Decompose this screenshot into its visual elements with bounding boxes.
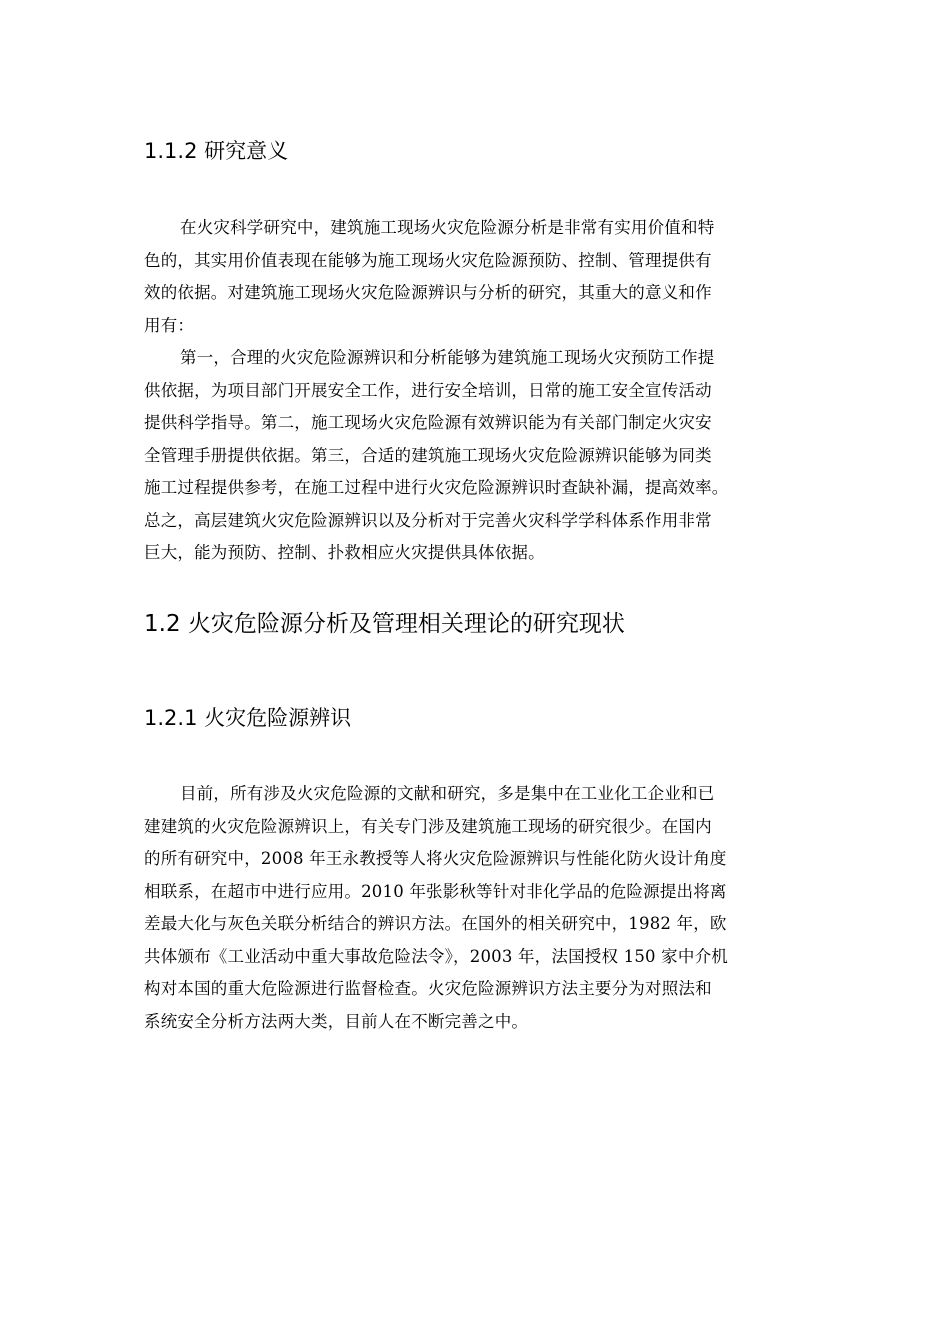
paragraph-line: 全管理手册提供依据。第三，合适的建筑施工现场火灾危险源辨识能够为同类 bbox=[144, 445, 712, 465]
paragraph-line: 第一，合理的火灾危险源辨识和分析能够为建筑施工现场火灾预防工作提 bbox=[180, 348, 715, 367]
paragraph-line: 相联系，在超市中进行应用。2010 年张影秋等针对非化学品的危险源提出将离 bbox=[144, 881, 727, 901]
section-heading-1-1-2: 1.1.2 研究意义 bbox=[144, 139, 289, 163]
paragraph-line: 建建筑的火灾危险源辨识上，有关专门涉及建筑施工现场的研究很少。在国内 bbox=[144, 816, 712, 836]
paragraph-line: 供依据，为项目部门开展安全工作，进行安全培训，日常的施工安全宣传活动 bbox=[144, 380, 712, 400]
paragraph-line: 的所有研究中，2008 年王永教授等人将火灾危险源辨识与性能化防火设计角度 bbox=[144, 849, 727, 868]
paragraph-line: 目前，所有涉及火灾危险源的文献和研究，多是集中在工业化工企业和已 bbox=[180, 784, 715, 803]
paragraph-line: 总之，高层建筑火灾危险源辨识以及分析对于完善火灾科学学科体系作用非常 bbox=[144, 510, 712, 530]
paragraph-line: 用有： bbox=[144, 315, 195, 335]
paragraph-line: 色的，其实用价值表现在能够为施工现场火灾危险源预防、控制、管理提供有 bbox=[144, 250, 712, 270]
paragraph-line: 构对本国的重大危险源进行监督检查。火灾危险源辨识方法主要分为对照法和 bbox=[144, 979, 712, 998]
paragraph-line: 差最大化与灰色关联分析结合的辨识方法。在国外的相关研究中，1982 年，欧 bbox=[144, 914, 727, 933]
paragraph-line: 在火灾科学研究中，建筑施工现场火灾危险源分析是非常有实用价值和特 bbox=[180, 218, 715, 237]
paragraph-significance-intro bbox=[144, 212, 808, 342]
paragraph-line: 系统安全分析方法两大类，目前人在不断完善之中。 bbox=[144, 1011, 529, 1031]
paragraph-line: 共体颁布《工业活动中重大事故危险法令》，2003 年，法国授权 150 家中介机 bbox=[144, 946, 728, 966]
paragraph-hazard-identification bbox=[144, 778, 808, 1038]
paragraph-line: 效的依据。对建筑施工现场火灾危险源辨识与分析的研究，其重大的意义和作 bbox=[144, 283, 712, 302]
paragraph-line: 提供科学指导。第二，施工现场火灾危险源有效辨识能为有关部门制定火灾安 bbox=[144, 413, 712, 432]
paragraph-line: 施工过程提供参考，在施工过程中进行火灾危险源辨识时查缺补漏，提高效率。 bbox=[144, 478, 729, 497]
section-heading-1-2: 1.2 火灾危险源分析及管理相关理论的研究现状 bbox=[144, 611, 625, 637]
section-heading-1-2-1: 1.2.1 火灾危险源辨识 bbox=[144, 706, 352, 730]
paragraph-line: 巨大，能为预防、控制、扑救相应火灾提供具体依据。 bbox=[144, 543, 545, 562]
paragraph-significance-points bbox=[144, 342, 808, 570]
